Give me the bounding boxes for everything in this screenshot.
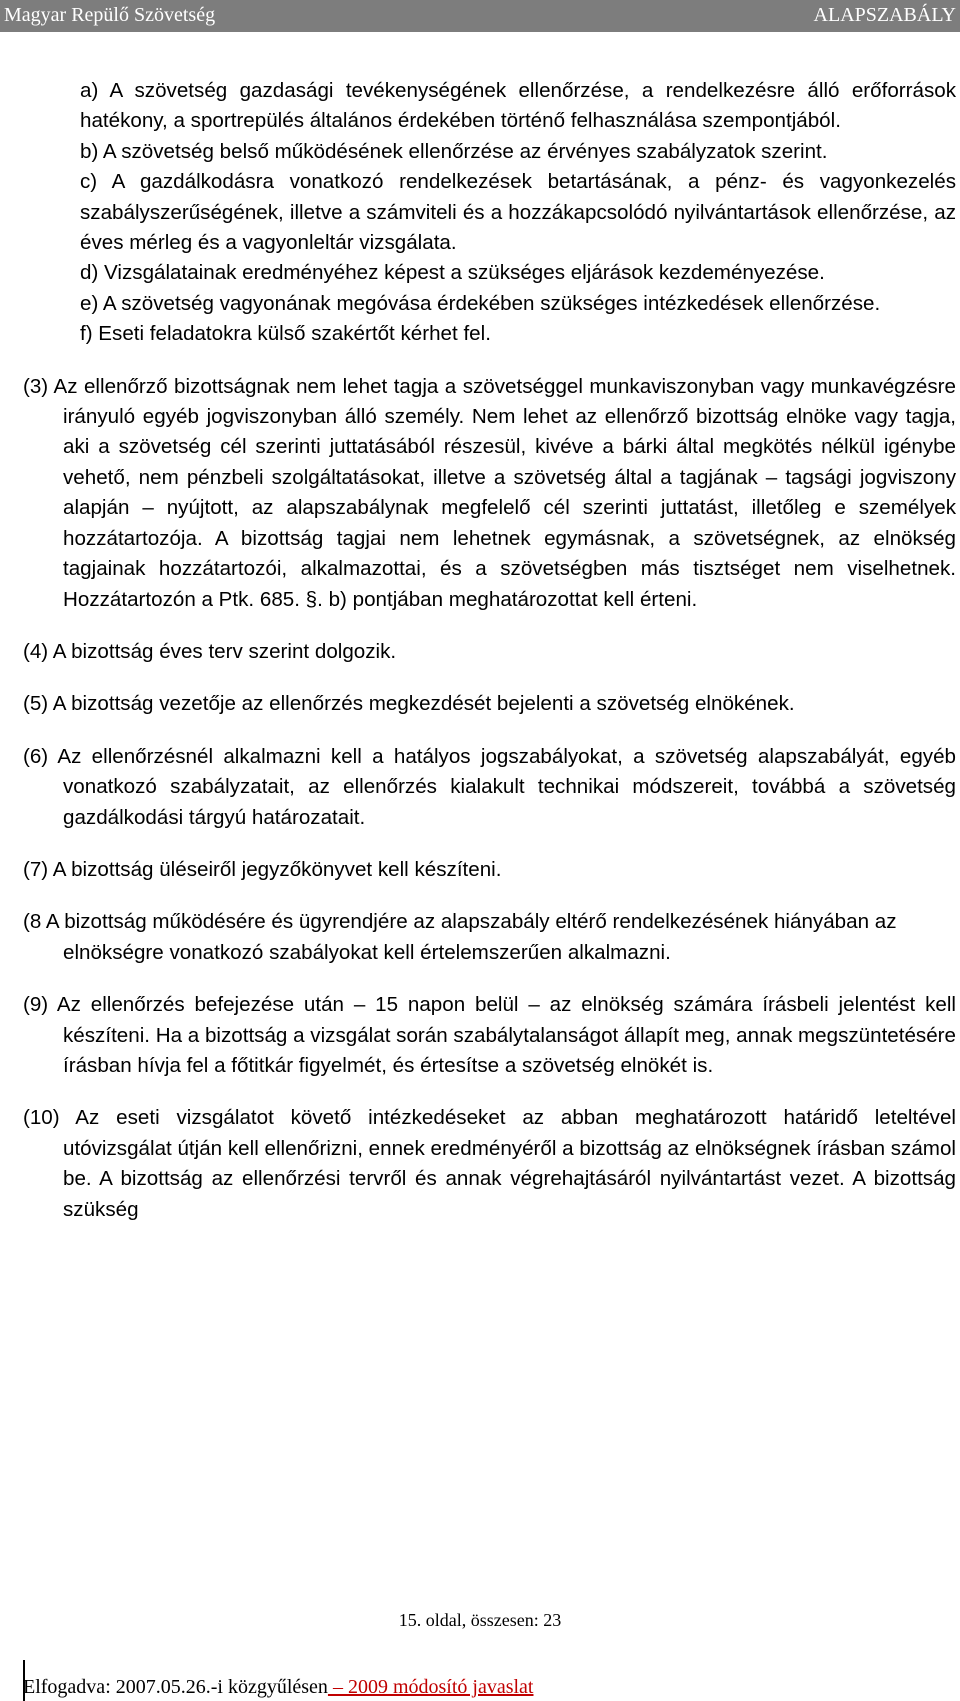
list-item: e) A szövetség vagyonának megóvása érdekében szükséges intézkedések ellenőrzése. [80,291,881,315]
page-header [0,0,960,32]
paragraph-10: (10) Az eseti vizsgálatot követő intézkedéseket az abban meghatározott határidő leteltével utóvizsgálat útján kell ellenőrizni, ennek eredményéről a bizottság az elnökségnek írásban számol be. A bizottság az ellenőrzési tervről és annak végrehajtásáról nyilvántartást vezet. A bizottság szükség [23,1106,956,1221]
paragraph-5: (5) A bizottság vezetője az ellenőrzés megkezdését bejelenti a szövetség elnökének. [23,692,795,716]
list-item: b) A szövetség belső működésének ellenőrzése az érvényes szabályzatok szerint. [80,139,828,163]
header-document-title: ALAPSZABÁLY [813,4,956,26]
page-number: 15. oldal, összesen: 23 [398,1610,562,1630]
duties-list [23,76,956,350]
paragraph-3: (3) Az ellenőrző bizottságnak nem lehet tagja a szövetséggel munkaviszonyban vagy munkavégzésre irányuló egyéb jogviszonyban álló személy. Nem lehet az ellenőrző bizottság elnöke vagy tagja, aki a szövetség cél szerinti juttatásából részesül, kivéve a bárki által megkötés nélkül igénybe vehető, nem pénzbeli szolgáltatásokat, illetve a szövetség által a tagjának – tagsági jogviszony alapján – nyújtott, az alapszabálynak megfelelő cél szerinti juttatást, illetőleg e személyek hozzátartozója. A bizottság tagjai nem lehetnek egymásnak, a szövetségnek, az elnökség tagjainak hozzátartozói, alkalmazottai, és a szövetségben más tisztséget nem viselhetnek. Hozzátartozón a Ptk. 685. §. b) pontjában meghatározottat kell érteni. [23,374,956,611]
header-organization: Magyar Repülő Szövetség [4,4,216,26]
footer-adopted-date: Elfogadva: 2007.05.26.-i közgyűlésen [23,1676,328,1698]
paragraph-6: (6) Az ellenőrzésnél alkalmazni kell a hatályos jogszabályokat, a szövetség alapszabályát, egyéb vonatkozó szabályzatait, az ellenőrzés kialakult technikai módszereit, továbbá a szövetség gazdálkodási tárgyú határozatait. [23,744,956,829]
list-item: c) A gazdálkodásra vonatkozó rendelkezések betartásának, a pénz- és vagyonkezelés szabályszerűségének, illetve a számviteli és a hozzákapcsolódó nyilvántartások ellenőrzése, az éves mérleg és a vagyonleltár vizsgálata. [80,170,956,255]
list-item: d) Vizsgálatainak eredményéhez képest a szükséges eljárások kezdeményezése. [80,261,825,285]
document-body [23,76,956,1225]
paragraph-8: (8 A bizottság működésére és ügyrendjére az alapszabály eltérő rendelkezésének hiányában az elnökségre vonatkozó szabályokat kell értelemszerűen alkalmazni. [23,910,897,964]
list-item: f) Eseti feladatokra külső szakértőt kérhet fel. [80,322,491,346]
paragraph-7: (7) A bizottság üléseiről jegyzőkönyvet kell készíteni. [23,857,502,881]
paragraph-4: (4) A bizottság éves terv szerint dolgozik. [23,639,397,663]
paragraph-9: (9) Az ellenőrzés befejezése után – 15 napon belül – az elnökség számára írásbeli jelentést kell készíteni. Ha a bizottság a vizsgálat során szabálytalanságot állapít meg, annak megszüntetésére írásban hívja fel a főtitkár figyelmét, és értesítse a szövetség elnökét is. [23,993,956,1077]
footer-adoption-note [23,1676,533,1699]
footer-amendment-note: – 2009 módosító javaslat [327,1676,534,1698]
list-item: a) A szövetség gazdasági tevékenységének ellenőrzése, a rendelkezésre álló erőforrások hatékony, a sportrepülés általános érdekében történő felhasználása szempontjából. [80,79,956,133]
